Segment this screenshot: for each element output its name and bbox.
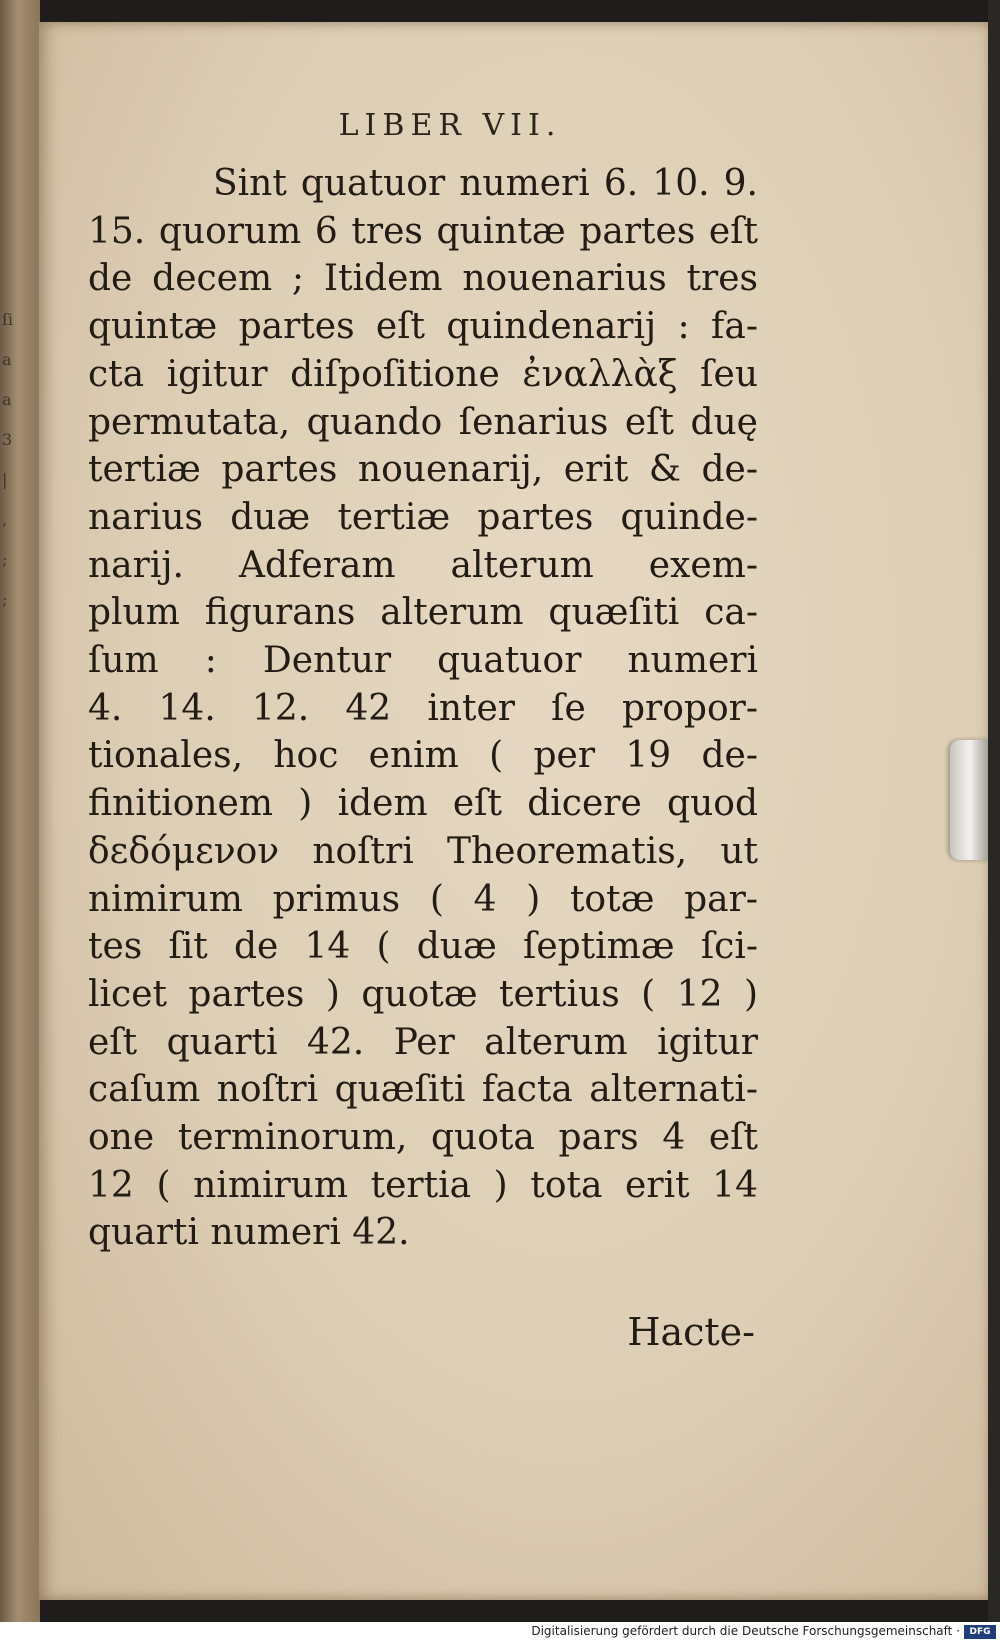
text-line: Sint quatuor numeri 6. 10. 9. — [213, 163, 758, 204]
footer-credit: Digitalisierung gefördert durch die Deutsche Forschungsgemeinschaft · — [531, 1624, 960, 1638]
text-line: cta igitur diſpoſitione ἐναλλὰξ ſeu — [88, 353, 758, 395]
text-line: 4. 14. 12. 42 inter ſe propor- — [88, 687, 758, 729]
text-line: tertiæ partes nouenarij, erit & de- — [88, 449, 758, 491]
page-clip — [950, 740, 990, 860]
facing-page-edge — [0, 0, 40, 1622]
text-line: narius duæ tertiæ partes quinde- — [88, 496, 758, 538]
text-line: licet partes ) quotæ tertius ( 12 ) — [88, 973, 758, 1015]
text-line: finitionem ) idem eſt dicere quod — [88, 783, 758, 825]
dfg-logo: DFG — [964, 1625, 996, 1639]
text-line: quarti numeri 42. — [88, 1212, 410, 1254]
text-line: de decem ; Itidem nouenarius tres — [88, 258, 758, 300]
body-text — [88, 160, 758, 1257]
text-line: one terminorum, quota pars 4 eſt — [88, 1117, 758, 1159]
footer-bar — [0, 1622, 1000, 1642]
text-line: 15. quorum 6 tres quintæ partes eſt — [88, 210, 758, 252]
text-line: tionales, hoc enim ( per 19 de- — [88, 735, 758, 777]
text-line: ſum : Dentur quatuor numeri — [88, 640, 758, 682]
right-edge — [988, 0, 1000, 1622]
text-line: 12 ( nimirum tertia ) tota erit 14 — [88, 1164, 758, 1206]
text-line: quintæ partes eſt quindenarij : fa- — [88, 306, 758, 348]
text-line: tes ſit de 14 ( duæ ſeptimæ ſci- — [88, 926, 758, 968]
text-line: plum figurans alterum quæſiti ca- — [88, 592, 758, 634]
text-line: permutata, quando ſenarius eſt duę — [88, 401, 758, 443]
text-line: δεδόμενον noſtri Theorematis, ut — [88, 830, 758, 872]
running-head: LIBER VII. — [338, 108, 562, 143]
text-line: caſum noſtri quæſiti facta alternati- — [88, 1069, 758, 1111]
text-line: eſt quarti 42. Per alterum igitur — [88, 1021, 758, 1063]
facing-page-fragments: ſi a a 3 | , ; ; — [2, 310, 14, 609]
text-line: narij. Adferam alterum exem- — [88, 544, 758, 586]
text-line: nimirum primus ( 4 ) totæ par- — [88, 878, 758, 920]
catchword: Hacte- — [627, 1310, 755, 1354]
